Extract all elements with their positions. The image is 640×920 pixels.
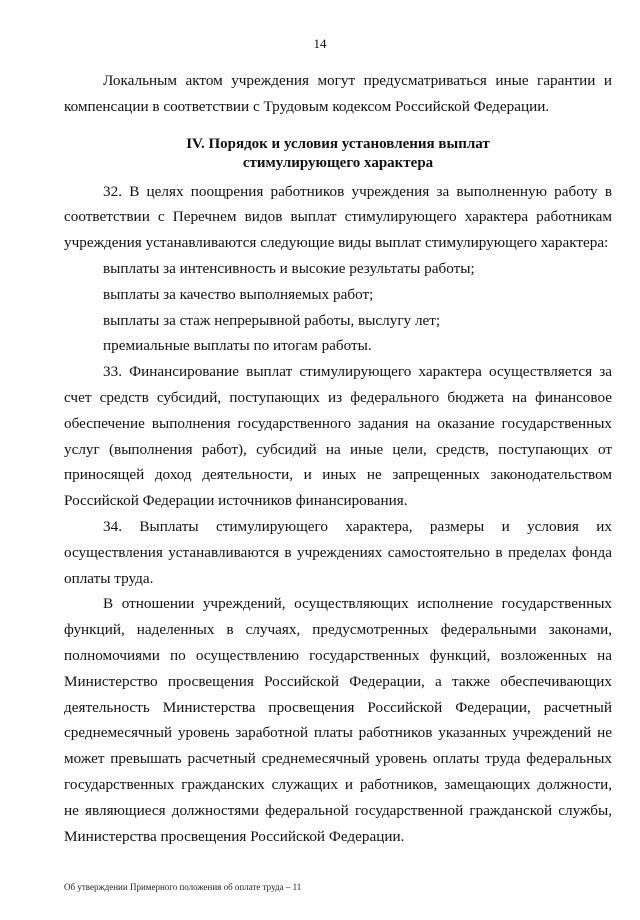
page-number: 14	[313, 36, 327, 51]
document-body	[64, 68, 612, 849]
list-item-bonus: премиальные выплаты по итогам работы.	[103, 337, 372, 355]
list-item-intensity: выплаты за интенсивность и высокие результаты работы;	[103, 259, 475, 277]
document-footer: Об утверждении Примерного положения об оплате труда – 11	[64, 882, 302, 892]
list-item-seniority: выплаты за стаж непрерывной работы, выслугу лет;	[103, 311, 441, 329]
section-heading-line-1: IV. Порядок и условия установления выплат	[186, 135, 490, 152]
list-item-quality: выплаты за качество выполняемых работ;	[103, 285, 374, 303]
paragraph-32: 32. В целях поощрения работников учреждения за выполненную работу в соответствии с Перечнем видов выплат стимулирующего характера работникам учреждения устанавливаются следующие виды выплат стимулирующего характера:	[64, 182, 612, 252]
section-heading	[64, 135, 612, 173]
paragraph-33: 33. Финансирование выплат стимулирующего характера осуществляется за счет средств субсидий, поступающих из федерального бюджета на финансовое обеспечение выполнения государственного задания на оказание государственных услуг (выполнения работ), субсидий на иные цели, средств, поступающих от приносящей доход деятельности, и иных не запрещенных законодательством Российской Федерации источников финансирования.	[64, 363, 612, 510]
paragraph-local-act: Локальным актом учреждения могут предусматриваться иные гарантии и компенсации в соответствии с Трудовым кодексом Российской Федерации.	[64, 72, 612, 115]
paragraph-34: 34. Выплаты стимулирующего характера, размеры и условия их осуществления устанавливаются в учреждениях самостоятельно в пределах фонда оплаты труда.	[64, 517, 612, 587]
paragraph-institutions: В отношении учреждений, осуществляющих исполнение государственных функций, наделенных в случаях, предусмотренных федеральными законами, полномочиями по осуществлению государственных функций, возложенных на Министерство просвещения Российской Федерации, а также обеспечивающих деятельность Министерства просвещения Российской Федерации, расчетный среднемесячный уровень заработной платы работников указанных учреждений не может превышать расчетный среднемесячный уровень оплаты труда федеральных государственных гражданских служащих и работников, замещающих должности, не являющиеся должностями федеральной государственной гражданской службы, Министерства просвещения Российской Федерации.	[64, 595, 612, 845]
section-heading-line-2: стимулирующего характера	[242, 154, 434, 171]
